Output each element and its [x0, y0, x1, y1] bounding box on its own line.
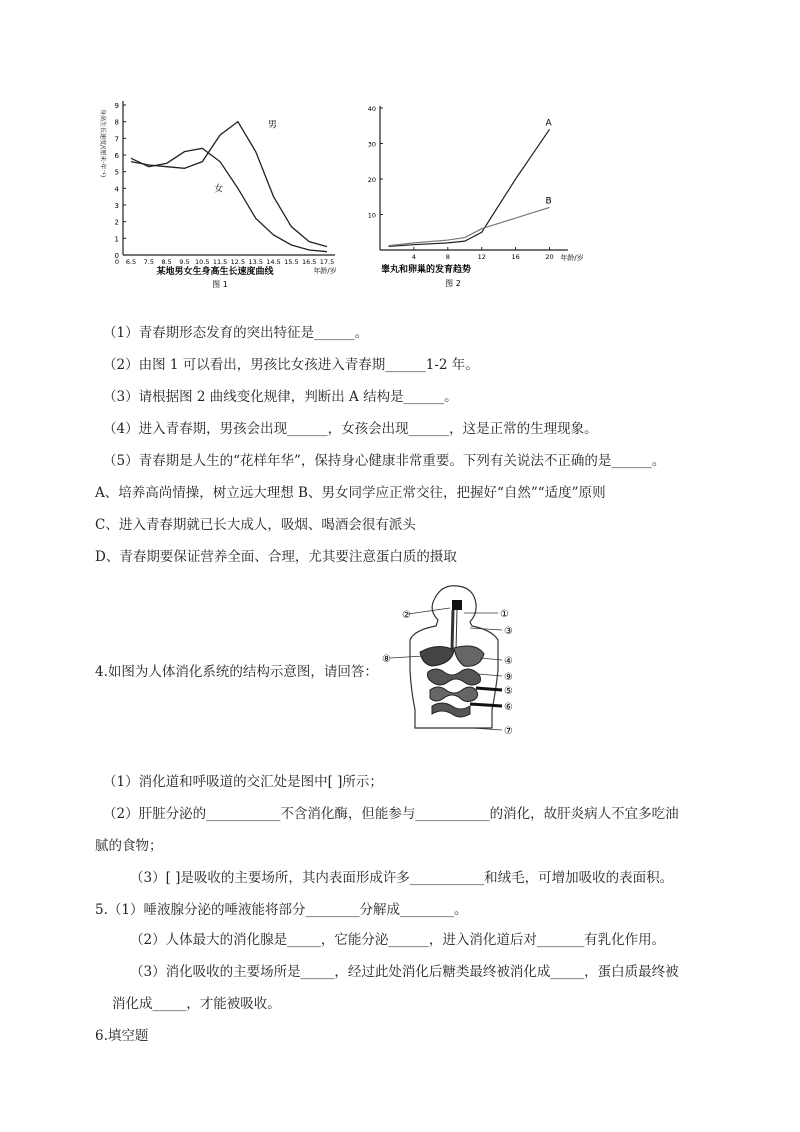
q5-2-text: （2）人体最大的消化腺是_____，它能分泌______，进入消化道后对_______有乳化作用。 [130, 932, 666, 948]
q3-4-text: （4）进入青春期，男孩会出现______，女孩会出现______，这是正常的生理现象。 [103, 421, 598, 437]
digestive-system-diagram [380, 580, 530, 740]
q3-option-ab: A、培养高尚情操，树立远大理想 B、男女同学应正常交往，把握好“自然”“适度”原则 [95, 485, 606, 501]
q3-3-text: （3）请根据图 2 曲线变化规律，判断出 A 结构是______。 [103, 389, 458, 405]
x-tick-label: 12 [477, 253, 486, 261]
y-axis-label: 身高生长速度/(厘米·年⁻¹) [99, 109, 106, 178]
figure-caption: 图 2 [445, 279, 461, 288]
y-tick-label: 3 [114, 202, 119, 210]
q3-option-c: C、进入青春期就已长大成人，吸烟、喝酒会很有派头 [95, 517, 416, 533]
x-tick-label: 17.5 [319, 258, 335, 266]
series-line-A [388, 129, 549, 246]
y-tick-label: 6 [114, 152, 119, 160]
y-tick-label: 0 [114, 252, 119, 260]
y-tick-label: 4 [114, 185, 119, 194]
q5-3a-text: （3）消化吸收的主要场所是_____，经过此处消化后糖类最终被消化成_____，蛋白质最终被 [130, 964, 679, 980]
label-2: ② [402, 610, 411, 621]
x-axis-label: 年龄/岁 [560, 254, 584, 262]
y-tick-label: 1 [114, 235, 119, 244]
label-6: ⑥ [504, 702, 513, 713]
x-tick-label: 12.5 [230, 258, 246, 266]
figure-caption: 图 1 [212, 280, 228, 289]
x-tick-label: 10.5 [195, 258, 210, 266]
series-label-A: A [545, 118, 552, 129]
series-label-B: B [545, 196, 552, 207]
label-5: ⑤ [504, 686, 513, 697]
y-tick-label: 40 [367, 105, 376, 113]
y-tick-label: 2 [114, 218, 119, 227]
x-tick-label: 7.5 [143, 258, 154, 266]
y-tick-label: 8 [114, 118, 119, 127]
x-tick-label: 16 [511, 253, 520, 261]
x-tick-label: 16.5 [301, 258, 317, 266]
y-tick-label: 7 [114, 135, 119, 144]
q6-text: 6.填空题 [95, 1028, 149, 1044]
label-3: ③ [504, 626, 513, 637]
x-tick-label: 9.5 [179, 258, 190, 266]
digestive-system-figure [380, 580, 530, 740]
y-tick-label: 30 [367, 140, 376, 149]
gonad-development-chart [358, 100, 598, 295]
x-tick-label: 13.5 [248, 258, 263, 266]
x-origin-label: 0 [114, 258, 119, 266]
x-tick-label: 8 [445, 253, 450, 261]
label-1: ① [500, 609, 509, 620]
label-4: ④ [504, 656, 513, 667]
y-tick-label: 9 [114, 102, 119, 110]
chart-title: 某地男女生身高生长速度曲线 [156, 267, 274, 277]
label-8: ⑧ [382, 654, 391, 665]
growth-speed-chart [95, 95, 345, 295]
x-tick-label: 15.5 [284, 258, 299, 266]
series-label-2: 女 [214, 184, 224, 195]
q4-1-text: （1）消化道和呼吸道的交汇处是图中[ ]所示； [103, 774, 383, 790]
series-line-B [388, 207, 549, 245]
q4-2a-text: （2）肝脏分泌的___________不含消化酶，但能参与___________的消化，故肝炎病人不宜多吃油 [103, 806, 679, 822]
gonad-chart-figure [358, 100, 598, 295]
series-line-1 [131, 122, 327, 247]
x-tick-label: 11.5 [212, 258, 228, 266]
x-tick-label: 8.5 [161, 258, 172, 266]
series-label-1: 男 [267, 120, 277, 131]
x-tick-label: 6.5 [125, 258, 137, 266]
q4-2b-text: 腻的食物； [95, 838, 163, 854]
y-tick-label: 5 [114, 168, 119, 177]
label-9: ⑨ [504, 672, 513, 683]
x-tick-label: 14.5 [266, 258, 281, 266]
series-line-2 [131, 148, 327, 251]
label-7: ⑦ [504, 726, 513, 737]
q3-5-text: （5）青春期是人生的“花样年华”，保持身心健康非常重要。下列有关说法不正确的是______。 [103, 453, 666, 469]
q3-2-text: （2）由图 1 可以看出，男孩比女孩进入青春期______1-2 年。 [103, 357, 479, 373]
chart-title: 睾丸和卵巢的发育趋势 [380, 265, 472, 275]
x-tick-label: 20 [545, 253, 554, 261]
q4-3-text: （3）[ ]是吸收的主要场所，其内表面形成许多___________和绒毛，可增加吸收的表面积。 [130, 870, 674, 886]
x-axis-label: 年龄/岁 [313, 267, 337, 275]
x-tick-label: 4 [411, 253, 416, 261]
q4-text: 4.如图为人体消化系统的结构示意图，请回答： [95, 664, 378, 680]
q3-1-text: （1）青春期形态发育的突出特征是______。 [103, 325, 369, 341]
q3-option-d: D、青春期要保证营养全面、合理，尤其要注意蛋白质的摄取 [95, 549, 457, 565]
y-tick-label: 20 [367, 176, 376, 184]
q5-1-text: 5.（1）唾液腺分泌的唾液能将部分________分解成________。 [95, 902, 468, 918]
growth-chart-figure [95, 95, 345, 295]
q5-3b-text: 消化成_____，才能被吸收。 [112, 996, 281, 1012]
y-tick-label: 10 [367, 211, 376, 220]
